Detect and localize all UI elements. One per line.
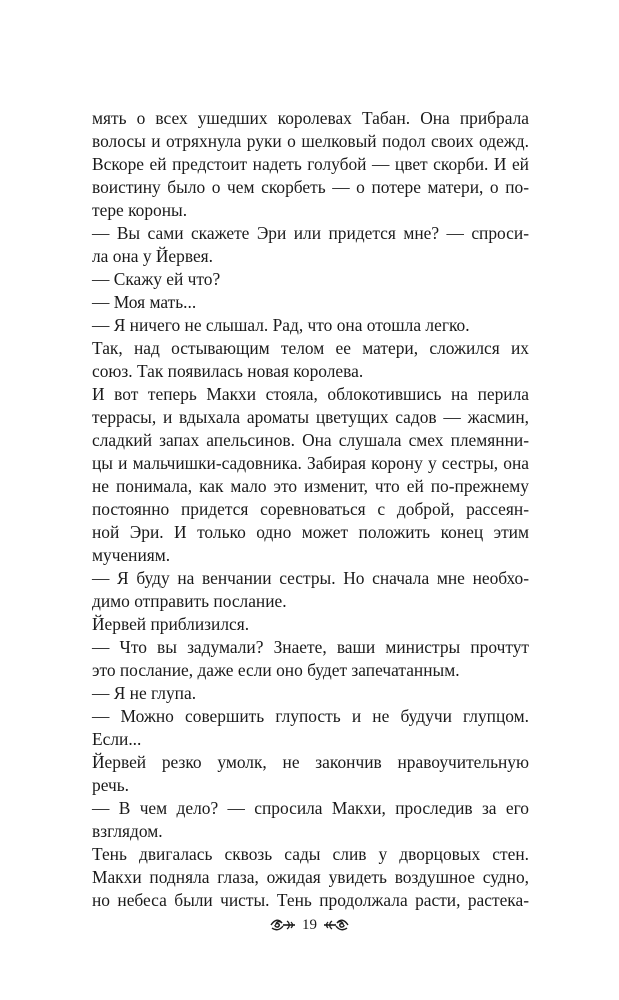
text-line: — Я буду на венчании сестры. Но сначала мне необхо- <box>92 568 529 588</box>
text-line: Тень двигалась сквозь сады слив у дворцовых стен. <box>92 844 529 864</box>
text-line: сладкий запах апельсинов. Она слушала смех племянни- <box>92 430 529 450</box>
page-number: 19 <box>302 916 317 933</box>
text-line: — Скажу ей что? <box>92 269 221 289</box>
page-footer <box>0 914 619 936</box>
text-line: — В чем дело? — спросила Макхи, проследив за его <box>92 798 529 818</box>
text-line: Вскоре ей предстоит надеть голубой — цвет скорби. И ей <box>92 154 529 174</box>
text-line: постоянно придется соревноваться с доброй, рассеян- <box>92 499 529 519</box>
text-line: воистину было о чем скорбеть — о потере матери, о по- <box>92 177 529 197</box>
text-line: димо отправить послание. <box>92 591 287 611</box>
text-line: — Моя мать... <box>92 292 197 312</box>
text-line: — Вы сами скажете Эри или придется мне? — спроси- <box>92 223 529 243</box>
text-line: тере короны. <box>92 200 188 220</box>
text-line: ла она у Йервея. <box>92 246 214 266</box>
text-line: — Можно совершить глупость и не будучи глупцом. <box>92 706 529 726</box>
text-line: цы и мальчишки-садовника. Забирая корону у сестры, она <box>92 453 529 473</box>
text-line: — Что вы задумали? Знаете, ваши министры прочтут <box>92 637 529 657</box>
text-line: волосы и отряхнула руки о шелковый подол своих одежд. <box>92 131 529 151</box>
text-line: союз. Так появилась новая королева. <box>92 361 364 381</box>
text-line: не понимала, как мало это изменит, что ей по-прежнему <box>92 476 529 496</box>
text-line: — Я ничего не слышал. Рад, что она отошла легко. <box>92 315 470 335</box>
fleuron-right-icon <box>323 918 349 932</box>
fleuron-left-icon <box>270 918 296 932</box>
text-line: Так, над остывающим телом ее матери, сложился их <box>92 338 529 358</box>
text-line: Если... <box>92 729 142 749</box>
text-line: но небеса были чисты. Тень продолжала расти, растека- <box>92 890 529 910</box>
text-line: взглядом. <box>92 821 163 841</box>
text-line: речь. <box>92 775 130 795</box>
text-line: это послание, даже если оно будет запечатанным. <box>92 660 460 680</box>
text-line: Макхи подняла глаза, ожидая увидеть воздушное судно, <box>92 867 529 887</box>
text-line: террасы, и вдыхала ароматы цветущих садов — жасмин, <box>92 407 529 427</box>
text-line: мучениям. <box>92 545 171 565</box>
text-line: ной Эри. И только одно может положить конец этим <box>92 522 529 542</box>
text-line: — Я не глупа. <box>92 683 197 703</box>
text-line: мять о всех ушедших королевах Табан. Она прибрала <box>92 108 529 128</box>
text-line: И вот теперь Макхи стояла, облокотившись на перила <box>92 384 529 404</box>
text-line: Йервей приблизился. <box>92 614 250 634</box>
text-line: Йервей резко умолк, не закончив нравоучительную <box>92 752 529 772</box>
